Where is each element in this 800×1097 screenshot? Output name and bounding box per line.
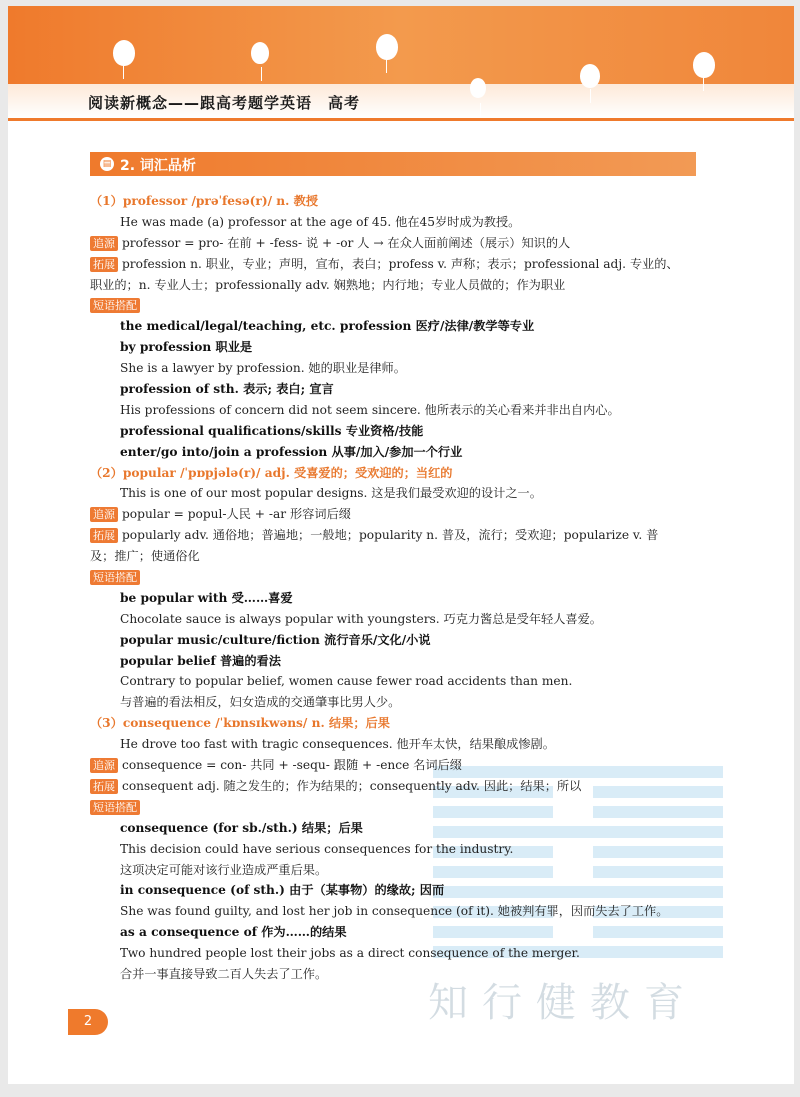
phrase: by profession 职业是 [120, 340, 253, 355]
extension-text: popularly adv. 通俗地；普遍地；一般地；popularity n. 普及，流行；受欢迎；popularize v. 普 [122, 528, 659, 543]
phrase: profession of sth. 表示; 表白; 宣言 [120, 382, 334, 397]
origin-text: consequence = con- 共同 + -sequ- 跟随 + -ence 名词后缀 [122, 758, 462, 773]
balloon-icon [470, 78, 486, 98]
balloon-icon [251, 42, 269, 64]
section-title: 2. 词汇品析 [120, 158, 196, 174]
origin-text: popular = popul-人民 + -ar 形容词后缀 [122, 507, 351, 522]
phrase-example: This decision could have serious consequences for the industry. [120, 841, 514, 856]
phrase-example-cn: 合并一事直接导致二百人失去了工作。 [120, 966, 328, 981]
origin-text: professor = pro- 在前 + -fess- 说 + -or 人 → 在众人面前阐述（展示）知识的人 [122, 235, 571, 250]
phrase: be popular with 受……喜爱 [120, 590, 293, 605]
origin-tag: 追源 [90, 507, 118, 522]
origin-line [90, 755, 702, 776]
entry-number: （3） [90, 716, 123, 731]
balloon-icon [376, 34, 398, 60]
origin-tag: 追源 [90, 236, 118, 251]
page [8, 6, 794, 1084]
phrase: in consequence (of sth.) 由于（某事物）的缘故; 因而 [120, 883, 445, 898]
phrase-tag-line [90, 797, 702, 818]
balloon-icon [693, 52, 715, 78]
example-sentence: He drove too fast with tragic consequences. 他开车太快，结果酿成惨剧。 [120, 737, 555, 752]
phrase-tag-line [90, 295, 702, 316]
phrase-tag: 短语搭配 [90, 800, 140, 815]
phrase-tag: 短语搭配 [90, 298, 140, 313]
origin-line [90, 504, 702, 525]
entry-number: （2） [90, 465, 123, 480]
extension-line [90, 525, 702, 546]
balloon-icon [113, 40, 135, 66]
book-title: 阅读新概念——跟高考题学英语 高考 [88, 94, 361, 112]
phrase-example: Chocolate sauce is always popular with youngsters. 巧克力酱总是受年轻人喜爱。 [120, 611, 602, 626]
origin-line [90, 233, 702, 254]
phrase-example: His professions of concern did not seem sincere. 他所表示的关心看来并非出自内心。 [120, 402, 620, 417]
phrase-example: She is a lawyer by profession. 她的职业是律师。 [120, 361, 406, 376]
phrase: popular music/culture/fiction 流行音乐/文化/小说 [120, 632, 431, 647]
entry-heading [90, 713, 702, 734]
phrase-example: Two hundred people lost their jobs as a direct consequence of the merger. [120, 946, 580, 961]
extension-line [90, 254, 702, 275]
page-number: 2 [68, 1009, 108, 1035]
extension-text: profession n. 职业，专业；声明，宣布，表白；profess v. 声称；表示；professional adj. 专业的、 [122, 256, 679, 271]
header-rule [8, 118, 794, 121]
entry-number: （1） [90, 194, 123, 208]
phrase: consequence (for sb./sth.) 结果；后果 [120, 820, 363, 835]
balloon-icon [580, 64, 600, 88]
phrase: enter/go into/join a profession 从事/加入/参加一个行业 [120, 444, 463, 459]
phrase-example-cn: 这项决定可能对该行业造成严重后果。 [120, 862, 328, 877]
entry-headword: consequence /ˈkɒnsɪkwəns/ n. 结果；后果 [122, 716, 390, 731]
extension-line [90, 776, 702, 797]
entry-heading [90, 463, 702, 484]
extension-tag: 拓展 [90, 779, 118, 794]
phrase-example: Contrary to popular belief, women cause fewer road accidents than men. [120, 674, 573, 689]
phrase: professional qualifications/skills 专业资格/技能 [120, 423, 424, 438]
book-icon: ▤ [100, 157, 114, 171]
extension-line-cont: 及；推广；使通俗化 [90, 549, 200, 564]
extension-line-cont: 职业的；n. 专业人士；professionally adv. 娴熟地；内行地；专业人员做的；作为职业 [90, 277, 566, 292]
extension-tag: 拓展 [90, 257, 118, 272]
phrase-tag: 短语搭配 [90, 570, 140, 585]
phrase: the medical/legal/teaching, etc. profession 医疗/法律/教学等专业 [120, 319, 535, 334]
extension-text: consequent adj. 随之发生的；作为结果的；consequently adv. 因此；结果；所以 [122, 778, 582, 793]
phrase-example-cn: 与普遍的看法相反，妇女造成的交通肇事比男人少。 [120, 695, 401, 710]
section-header [90, 152, 696, 176]
entry-headword: professor /prəˈfesə(r)/ n. 教授 [122, 194, 319, 208]
vocabulary-content [90, 191, 702, 985]
watermark-text: 知行健教育 [428, 980, 698, 1026]
phrase-example: She was found guilty, and lost her job in consequence (of it). 她被判有罪，因而失去了工作。 [120, 904, 669, 919]
phrase: popular belief 普遍的看法 [120, 653, 281, 668]
example-sentence: This is one of our most popular designs. 这是我们最受欢迎的设计之一。 [120, 486, 542, 501]
phrase-tag-line [90, 567, 702, 588]
page-header [8, 6, 794, 121]
origin-tag: 追源 [90, 758, 118, 773]
example-sentence: He was made (a) professor at the age of 45. 他在45岁时成为教授。 [120, 214, 521, 229]
entry-headword: popular /ˈpɒpjələ(r)/ adj. 受喜爱的；受欢迎的；当红的 [122, 465, 453, 480]
phrase: as a consequence of 作为……的结果 [120, 925, 347, 940]
extension-tag: 拓展 [90, 528, 118, 543]
entry-heading [90, 191, 702, 212]
